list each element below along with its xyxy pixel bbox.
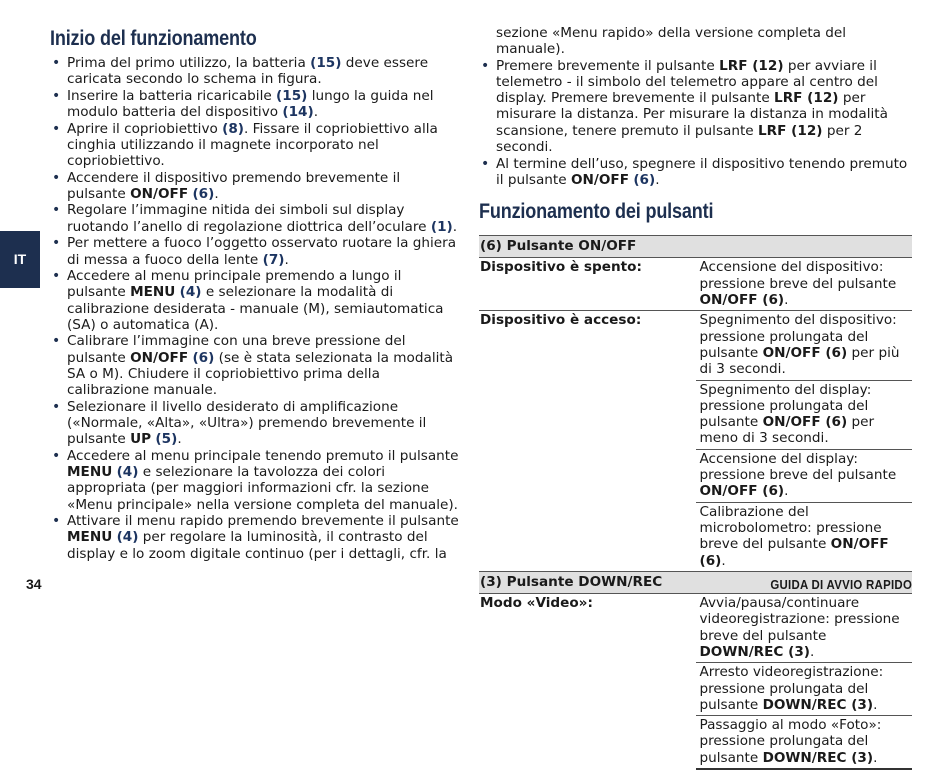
bold-reference: (4) (179, 284, 202, 301)
bold-reference: (14) (282, 104, 314, 121)
bold-reference: ON/OFF (6) (699, 292, 785, 309)
text-run: Regolare l’immagine nitida dei simboli sul display ruotando l’anello di regolazione diottrica dell’oculare (67, 202, 431, 235)
bold-reference: (6) (192, 185, 215, 202)
bold-reference: (4) (116, 464, 139, 481)
footer-title: GUIDA DI AVVIO RAPIDO (770, 577, 912, 592)
list-item (50, 333, 460, 398)
bold-reference: (1) (430, 218, 453, 235)
text-run: per 2 secondi. (496, 122, 863, 156)
text-run: Spegnimento del display: pressione prolungata del pulsante (699, 381, 872, 431)
text-run: Accensione del dispositivo: pressione breve del pulsante (699, 259, 897, 292)
text-run: . (721, 552, 726, 569)
bold-reference: DOWN/REC (3) (762, 749, 874, 766)
text-run: Selezionare il livello desiderato di amplificazione («Normale, «Alta», «Ultra») premendo brevemente il pulsante (67, 398, 427, 448)
left-column (50, 26, 460, 562)
bold-reference: (7) (262, 251, 285, 268)
text-run: deve essere caricata secondo lo schema in figura. (67, 55, 429, 88)
bold-reference: (8) (222, 120, 245, 137)
start-steps-list (50, 55, 460, 562)
text-run: Passaggio al modo «Foto»: pressione prolungata del pulsante (699, 717, 882, 766)
text-run: e selezionare la tavolozza dei colori appropriata (per maggiori informazioni cfr. la sezione «Menu principale» nella versione completa del manuale). (67, 464, 458, 513)
list-item (50, 88, 460, 121)
bold-reference: DOWN/REC (3) (762, 696, 874, 713)
text-run: per avviare il telemetro - il simbolo del telemetro appare al centro del display. Premere brevemente il pulsante (496, 57, 878, 107)
text-run: Premere brevemente il pulsante (496, 57, 720, 74)
bold-reference: ON/OFF (6) (762, 344, 848, 361)
section-title-buttons: Funzionamento dei pulsanti (479, 200, 714, 224)
text-run: . (784, 483, 789, 500)
bold-reference: ON/OFF (130, 185, 189, 202)
bold-reference: (6) (192, 349, 215, 366)
bold-reference: ON/OFF (6) (699, 536, 889, 569)
right-column (479, 25, 912, 770)
table-row-value (696, 311, 913, 380)
list-item (50, 268, 460, 333)
page-number: 34 (26, 576, 42, 592)
bold-reference: LRF (12) (719, 57, 784, 74)
bold-reference: DOWN/REC (3) (699, 643, 811, 660)
table-row-value (696, 449, 913, 502)
text-run: Accedere al menu principale premendo a lungo il pulsante (67, 267, 402, 301)
text-run: Per mettere a fuoco l’oggetto osservato ruotare la ghiera di messa a fuoco della lente (67, 235, 457, 268)
text-run: Prima del primo utilizzo, la batteria (67, 55, 311, 71)
text-run: Arresto videoregistrazione: pressione prolungata del pulsante (699, 664, 884, 713)
list-item (50, 513, 460, 562)
list-item (479, 58, 912, 156)
buttons-table (479, 235, 912, 770)
list-item (50, 170, 460, 203)
text-run: . (177, 431, 182, 448)
table-group-header: (6) Pulsante ON/OFF (479, 236, 912, 258)
bold-reference: LRF (12) (758, 122, 823, 139)
bold-reference: (5) (155, 431, 178, 448)
list-item (50, 202, 460, 235)
text-run: Aprire il copriobiettivo (67, 120, 223, 137)
bold-reference: (6) (633, 171, 656, 188)
text-run: lungo la guida nel modulo batteria del dispositivo (67, 87, 434, 121)
text-run: . (873, 696, 878, 713)
text-run: . (784, 292, 789, 309)
bold-reference: MENU (130, 284, 176, 301)
list-item (479, 156, 912, 189)
text-run: Accedere al menu principale tenendo premuto il pulsante (67, 447, 459, 464)
text-run: Avvia/pausa/continuare videoregistrazione: pressione breve del pulsante (699, 595, 900, 644)
start-steps-list-continued (479, 58, 912, 189)
text-run: per più di 3 secondi. (699, 344, 900, 378)
text-run: Accendere il dispositivo premendo brevemente il pulsante (67, 169, 401, 202)
bold-reference: MENU (67, 464, 113, 481)
table-row-value (696, 258, 913, 311)
bold-reference: (15) (310, 55, 342, 71)
text-run: . (452, 218, 458, 235)
text-run: . (810, 643, 815, 660)
text-run: . Fissare il copriobiettivo alla cinghia utilizzando il magnete incorporato nel copriobiettivo. (67, 120, 438, 170)
text-run: Accensione del display: pressione breve del pulsante (699, 450, 897, 484)
text-run: per regolare la luminosità, il contrasto del display e lo zoom digitale continuo (per i dettagli, cfr. la (67, 529, 447, 562)
table-row-value (696, 716, 913, 769)
bold-reference: ON/OFF (570, 171, 629, 188)
table-row-key: Dispositivo è acceso: (480, 312, 642, 329)
bold-reference: UP (130, 431, 152, 448)
bold-reference: ON/OFF (6) (699, 483, 785, 500)
section-title-start: Inizio del funzionamento (50, 27, 257, 50)
text-run: . (284, 251, 289, 268)
bold-reference: LRF (12) (774, 90, 839, 107)
text-run: per misurare la distanza. Per misurare la distanza in modalità scansione, tenere premuto il pulsante (496, 90, 888, 139)
bold-reference: ON/OFF (130, 349, 189, 366)
language-tab: IT (0, 231, 40, 288)
text-run: Spegnimento del dispositivo: pressione prolungata del pulsante (699, 312, 897, 361)
list-item (50, 55, 460, 88)
text-run: Inserire la batteria ricaricabile (67, 87, 277, 104)
text-run: e selezionare la modalità di calibrazione desiderata - manuale (M), semiautomatica (SA) o automatica (A). (67, 284, 444, 333)
table-row-value (696, 594, 913, 663)
text-run: Attivare il menu rapido premendo brevemente il pulsante (67, 513, 459, 530)
text-run: . (873, 749, 878, 766)
text-run: Al termine dell’uso, spegnere il dispositivo tenendo premuto il pulsante (496, 155, 908, 188)
table-row-key: Dispositivo è spento: (479, 258, 696, 311)
bold-reference: (15) (276, 87, 308, 104)
list-item (50, 121, 460, 170)
list-item (50, 399, 460, 448)
bold-reference: (4) (116, 529, 139, 546)
text-run: per meno di 3 secondi. (699, 414, 875, 447)
table-group-header: (3) Pulsante DOWN/REC (479, 571, 912, 593)
text-run: Calibrazione del microbolometro: pressione breve del pulsante (699, 503, 882, 553)
list-item (50, 448, 460, 513)
text-run: . (214, 185, 219, 202)
table-row-value (696, 502, 913, 571)
continuation-text: sezione «Menu rapido» della versione completa del manuale). (496, 25, 847, 58)
bold-reference: ON/OFF (6) (762, 414, 848, 431)
text-run: . (655, 171, 660, 188)
table-row-value (696, 380, 913, 449)
table-row (479, 594, 912, 663)
list-item (50, 235, 460, 268)
text-run: . (313, 104, 319, 121)
bold-reference: MENU (67, 529, 113, 546)
table-row-value (696, 663, 913, 716)
table-row (479, 258, 912, 311)
text-run: Calibrare l’immagine con una breve pressione del pulsante (67, 333, 406, 366)
text-run: (se è stata selezionata la modalità SA o M). Chiudere il copriobiettivo prima della calibrazione manuale. (67, 349, 454, 399)
table-row (479, 311, 912, 380)
table-row-key: Modo «Video»: (480, 595, 593, 612)
